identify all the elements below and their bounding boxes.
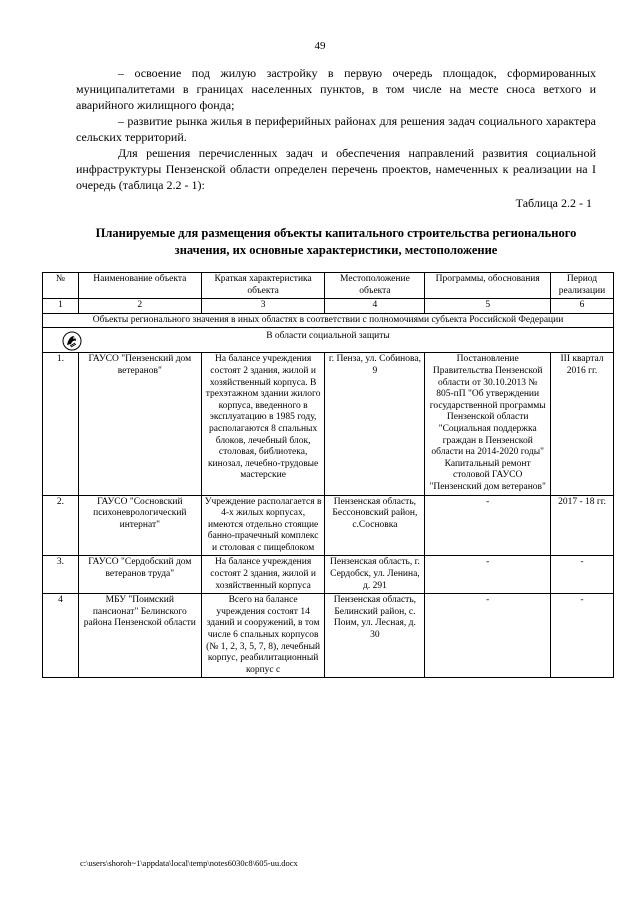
column-number: 1 <box>43 299 79 314</box>
table-row <box>43 594 614 678</box>
object-period: - <box>551 594 614 678</box>
table-label: Таблица 2.2 - 1 <box>515 196 592 210</box>
regional-coat-of-arms-icon <box>62 331 82 351</box>
header-cell: Наименование объекта <box>78 273 201 299</box>
object-description: Всего на балансе учреждения состоят 14 зданий и сооружений, в том числе 6 спальных корпусов (№ 1, 2, 3, 5, 7, 8), лечебный корпус, реабилитационный корпус с <box>201 594 325 678</box>
object-program: - <box>425 495 551 556</box>
row-number: 2. <box>43 495 79 556</box>
table-row <box>43 556 614 594</box>
column-number: 5 <box>425 299 551 314</box>
object-description: На балансе учреждения состоят 2 здания, жилой и хозяйственный корпуса <box>201 556 325 594</box>
object-period: III квартал 2016 гг. <box>551 353 614 495</box>
section-row <box>43 313 614 328</box>
subsection-title: В области социальной защиты <box>266 331 390 342</box>
subsection-cell <box>43 328 614 353</box>
object-name: ГАУСО "Пензенский дом ветеранов" <box>78 353 201 495</box>
table-title: Планируемые для размещения объекты капитального строительства регионального значения, их основные характеристики, местоположение <box>95 226 577 257</box>
object-location: Пензенская область, Белинский район, с. Поим, ул. Лесная, д. 30 <box>325 594 425 678</box>
object-name: ГАУСО "Сердобский дом ветеранов труда" <box>78 556 201 594</box>
header-cell: Местоположение объекта <box>325 273 425 299</box>
object-description: На балансе учреждения состоят 2 здания, жилой и хозяйственный корпуса. В трехэтажном здании жилого корпуса, введенного в эксплуатацию в 1985 году, располагаются 8 спальных блоков, лечебный блок, столовая, библиотека, кинозал, лечебно-трудовые мастерские <box>201 353 325 495</box>
object-name: МБУ "Поимский пансионат" Белинского района Пензенской области <box>78 594 201 678</box>
column-number-row <box>43 299 614 314</box>
projects-table <box>42 272 614 678</box>
intro-paragraph: – развитие рынка жилья в периферийных районах для решения задач социального характера сельских территорий. <box>76 114 596 144</box>
column-number: 2 <box>78 299 201 314</box>
object-program: - <box>425 594 551 678</box>
intro-paragraph: Для решения перечисленных задач и обеспечения направлений развития социальной инфраструктуры Пензенской области определен перечень проектов, намеченных к реализации на I очередь (таблица 2.2 - 1): <box>76 146 596 192</box>
object-period: - <box>551 556 614 594</box>
table-row <box>43 495 614 556</box>
object-name: ГАУСО "Сосновский психоневрологический интернат" <box>78 495 201 556</box>
table-header-row <box>43 273 614 299</box>
header-cell: Программы, обоснования <box>425 273 551 299</box>
row-number: 4 <box>43 594 79 678</box>
page-number: 49 <box>314 40 326 52</box>
column-number: 3 <box>201 299 325 314</box>
object-location: Пензенская область, г. Сердобск, ул. Ленина, д. 291 <box>325 556 425 594</box>
object-description: Учреждение располагается в 4-х жилых корпусах, имеются отдельно стоящие банно-прачечный комплекс и столовая с пищеблоком <box>201 495 325 556</box>
header-cell: Краткая характеристика объекта <box>201 273 325 299</box>
row-number: 1. <box>43 353 79 495</box>
intro-paragraph: – освоение под жилую застройку в первую очередь площадок, сформированных муниципалитетами в границах населенных пунктов, в том числе на месте сноса ветхого и аварийного жилищного фонда; <box>76 66 596 112</box>
object-program: Постановление Правительства Пензенской области от 30.10.2013 № 805-пП "Об утверждении государственной программы Пензенской области "Социальная поддержка граждан в Пензенской области на 2014-2020 годы" Капитальный ремонт столовой ГАУСО "Пензенский дом ветеранов" <box>425 353 551 495</box>
object-program: - <box>425 556 551 594</box>
object-location: г. Пенза, ул. Собинова, 9 <box>325 353 425 495</box>
object-period: 2017 - 18 гг. <box>551 495 614 556</box>
subsection-row <box>43 328 614 353</box>
intro-text <box>76 65 596 193</box>
column-number: 4 <box>325 299 425 314</box>
footer-file-path: c:\users\shoroh~1\appdata\local\temp\notes6030c8\605-uu.docx <box>80 858 298 868</box>
section-title: Объекты регионального значения в иных областях в соответствии с полномочиями субъекта Российской Федерации <box>43 313 614 328</box>
table-row <box>43 353 614 495</box>
row-number: 3. <box>43 556 79 594</box>
header-cell: № <box>43 273 79 299</box>
header-cell: Период реализации <box>551 273 614 299</box>
object-location: Пензенская область, Бессоновский район, с.Сосновка <box>325 495 425 556</box>
column-number: 6 <box>551 299 614 314</box>
